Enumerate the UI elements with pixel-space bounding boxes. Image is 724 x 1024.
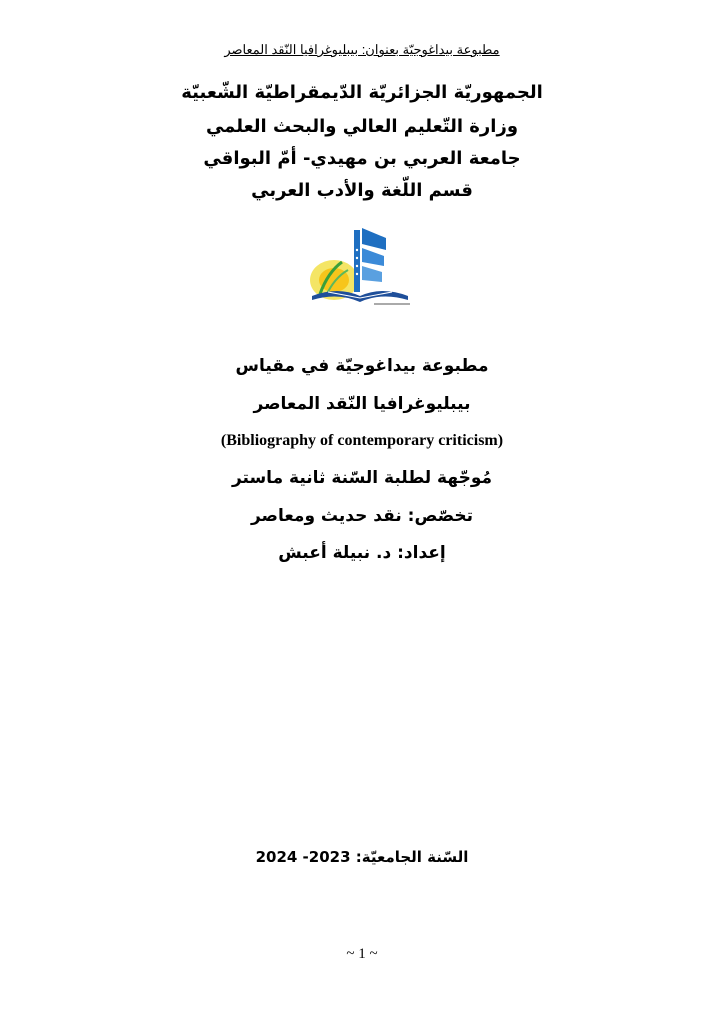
author: إعداد: د. نبيلة أعبش [278, 543, 446, 563]
doc-title-line1: مطبوعة بيداغوجيّة في مقياس [235, 356, 489, 376]
republic-name: الجمهوريّة الجزائريّة الدّيمقراطيّة الشّعبيّة [181, 82, 543, 103]
university-logo [298, 222, 424, 312]
specialty: تخصّص: نقد حديث ومعاصر [250, 506, 474, 526]
target-audience: مُوجّهة لطلبة السّنة ثانية ماستر [231, 468, 493, 488]
doc-title-line2: بيبليوغرافيا النّقد المعاصر [253, 394, 471, 414]
doc-title-english: (Bibliography of contemporary criticism) [220, 432, 504, 449]
university-name: جامعة العربي بن مهيدي- أمّ البواقي [203, 148, 521, 169]
page-number: ~ 1 ~ [346, 946, 378, 962]
page-header [0, 42, 724, 58]
academic-year: السّنة الجامعيّة: 2023- 2024 [255, 848, 469, 866]
department-name: قسم اللّغة والأدب العربي [251, 180, 473, 201]
ministry-name: وزارة التّعليم العالي والبحث العلمي [205, 116, 519, 137]
header-text: مطبوعة بيداغوجيّة بعنوان: بيبليوغرافيا النّقد المعاصر [224, 42, 500, 57]
